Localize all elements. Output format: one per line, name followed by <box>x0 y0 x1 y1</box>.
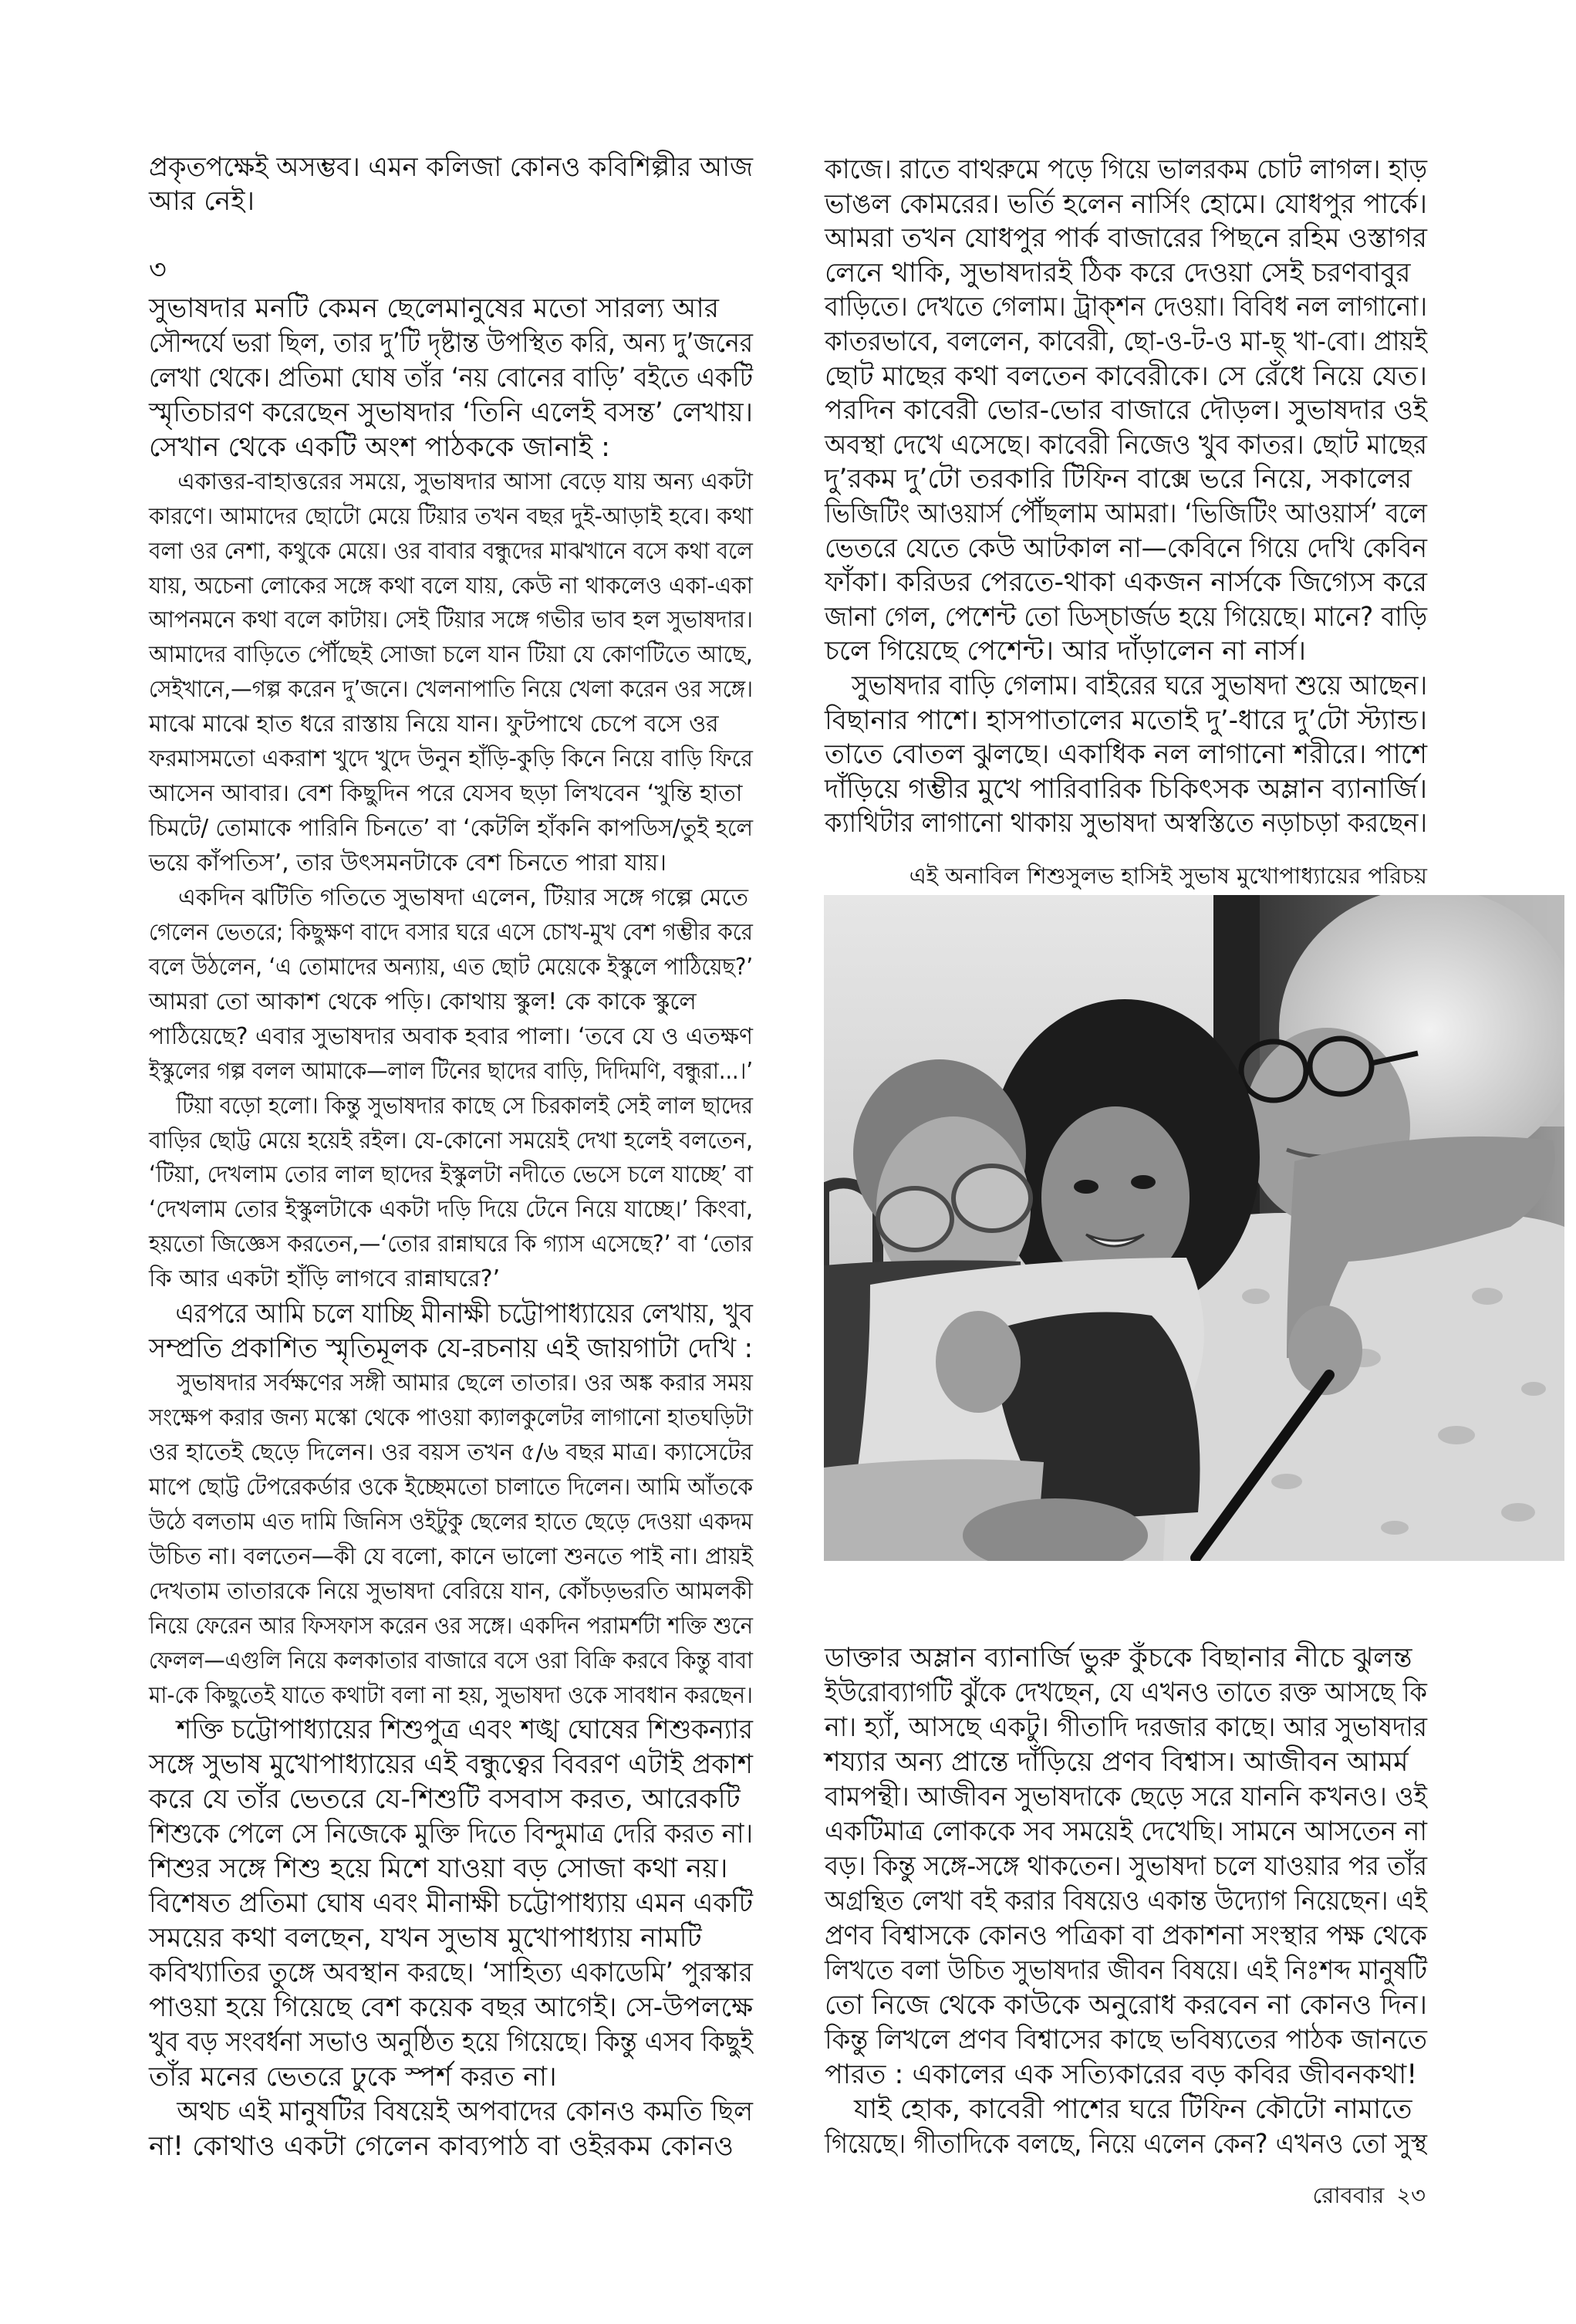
body-line: প্রকৃতপক্ষেই অসম্ভব। এমন কলিজা কোনও কবিশিল্পীর আজ <box>149 152 754 183</box>
quote-line: আমরা তো আকাশ থেকে পড়ি। কোথায় স্কুল! কে কাকে স্কুলে <box>149 988 697 1015</box>
quote-line: হয়তো জিজ্ঞেস করতেন,—‘তোর রান্নাঘরে কি গ্যাস এসেছে?’ বা ‘তোর <box>149 1231 753 1258</box>
quote-line: টিয়া বড়ো হলো। কিন্তু সুভাষদার কাছে সে চিরকালই সেই লাল ছাদের <box>176 1092 754 1120</box>
quote-line: নিয়ে ফেরেন আর ফিসফাস করেন ওর সঙ্গে। একদিন পরামর্শটা শক্তি শুনে <box>149 1612 754 1640</box>
publication-name: রোববার <box>1312 2182 1385 2208</box>
body-line: বিছানার পাশে। হাসপাতালের মতোই দু’-ধারে দু’টো স্ট্যান্ড। <box>825 704 1427 736</box>
quote-paragraph <box>149 465 753 881</box>
young-woman-eye <box>1131 1175 1156 1189</box>
body-line: বিশেষত প্রতিমা ঘোষ এবং মীনাক্ষী চট্টোপাধ্যায় এমন একটি <box>149 1888 754 1920</box>
body-line: শক্তি চট্টোপাধ্যায়ের শিশুপুত্র এবং শঙ্খ ঘোষের শিশুকন্যার <box>176 1714 754 1746</box>
page-footer <box>825 2178 1426 2212</box>
quote-line: একাত্তর-বাহাত্তরের সময়ে, সুভাষদার আসা বেড়ে যায় অন্য একটা <box>177 468 753 495</box>
body-line: তাঁর মনের ভেতরে ঢুকে স্পর্শ করত না। <box>149 2061 557 2093</box>
quote-line: সংক্ষেপ করার জন্য মস্কো থেকে পাওয়া ক্যালকুলেটর লাগানো হাতঘড়িটা <box>149 1404 753 1431</box>
body-line: খুব বড় সংবর্ধনা সভাও অনুষ্ঠিত হয়ে গিয়েছে। কিন্তু এসব কিছুই <box>149 2026 754 2058</box>
body-line: কবিখ্যাতির তুঙ্গে অবস্থান করছে। ‘সাহিত্য একাডেমি’ পুরস্কার <box>149 1957 754 1988</box>
body-line: কিন্তু লিখলে প্রণব বিশ্বাসের কাছে ভবিষ্যতের পাঠক জানতে <box>825 2025 1427 2055</box>
quote-line: চিমটে/ তোমাকে পারিনি চিনতে’ বা ‘কেটলি হাঁকনি কাপডিস/তুই হলে <box>149 815 754 843</box>
quote-line: ফরমাসমতো একরাশ খুদে খুদে উনুন হাঁড়ি-কুড়ি কিনে নিয়ে বাড়ি ফিরে <box>149 745 753 773</box>
young-woman-hand-left <box>936 1311 1021 1413</box>
body-line: সম্প্রতি প্রকাশিত স্মৃতিমূলক যে-রচনায় এই জায়গাটা দেখি : <box>149 1333 753 1365</box>
body-line: তো নিজে থেকে কাউকে অনুরোধ করবেন না কোনও দিন। <box>825 1990 1427 2021</box>
body-line: গিয়েছে। গীতাদিকে বলছে, নিয়ে এলেন কেন? এখনও তো সুস্থ <box>825 2129 1427 2160</box>
quote-line: উচিত না। বলতেন—কী যে বলো, কানে ভালো শুনতে পাই না। প্রায়ই <box>149 1542 753 1570</box>
photo <box>824 895 1564 1561</box>
quote-line: গেলেন ভেতরে; কিছুক্ষণ বাদে বসার ঘরে এসে চোখ-মুখ বেশ গম্ভীর করে <box>149 918 753 946</box>
body-line: যাই হোক, কাবেরী পাশের ঘরে টিফিন কৌটো নামাতে <box>854 2094 1412 2125</box>
body-line: ইউরোব্যাগটি ঝুঁকে দেখছেন, যে এখনও তাতে রক্ত আসছে কি <box>825 1677 1428 1708</box>
body-line: এরপরে আমি চলে যাচ্ছি মীনাক্ষী চট্টোপাধ্যায়ের লেখায়, খুব <box>175 1299 754 1330</box>
body-line: আমরা তখন যোধপুর পার্ক বাজারের পিছনে রহিম ওস্তাগর <box>825 223 1428 255</box>
quote-line: কি আর একটা হাঁড়ি লাগবে রান্নাঘরে?’ <box>149 1265 501 1293</box>
body-line: ক্যাথিটার লাগানো থাকায় সুভাষদা অস্বস্তিতে নড়াচড়া করছেন। <box>825 808 1427 839</box>
quote-line: ভয়ে কাঁপতিস’, তার উৎসমনটাকে বেশ চিনতে পারা যায়। <box>149 850 667 877</box>
body-line: পাওয়া হয়ে গিয়েছে বেশ কয়েক বছর আগেই। সে-উপলক্ষে <box>149 1991 754 2023</box>
body-line: পরদিন কাবেরী ভোর-ভোর বাজারে দৌড়ল। সুভাষদার ওই <box>825 395 1427 427</box>
young-woman-eye <box>1074 1180 1098 1194</box>
quote-line: সুভাষদার সর্বক্ষণের সঙ্গী আমার ছেলে তাতার। ওর অঙ্ক করার সময় <box>177 1370 753 1397</box>
body-line: সৌন্দর্যে ভরা ছিল, তার দু’টি দৃষ্টান্ত উপস্থিত করি, অন্য দু’জনের <box>149 327 754 359</box>
section-number: ৩ <box>149 255 167 285</box>
quote-line: দেখতাম তাতারকে নিয়ে সুভাষদা বেরিয়ে যান, কোঁচড়ভরতি আমলকী <box>149 1577 753 1605</box>
quote-line: ওর হাতেই ছেড়ে দিলেন। ওর বয়স তখন ৫/৬ বছর মাত্র। ক্যাসেটের <box>149 1438 753 1466</box>
body-line: লেনে থাকি, সুভাষদারই ঠিক করে দেওয়া সেই চরণবাবুর <box>825 257 1411 289</box>
body-line: ছোট মাছের কথা বলতেন কাবেরীকে। সে রেঁধে নিয়ে যেত। <box>825 360 1427 392</box>
body-line: সুভাষদার বাড়ি গেলাম। বাইরের ঘরে সুভাষদা শুয়ে আছেন। <box>851 670 1428 701</box>
quote-line: একদিন ঝটিতি গতিতে সুভাষদা এলেন, টিয়ার সঙ্গে গল্পে মেতে <box>178 883 749 911</box>
body-line: প্রণব বিশ্বাসকে কোনও পত্রিকা বা প্রকাশনা সংস্থার পক্ষ থেকে <box>825 1920 1428 1951</box>
body-line: করে যে তাঁর ভেতরে যে-শিশুটি বসবাস করত, আরেকটি <box>149 1784 741 1816</box>
quote-paragraph <box>149 881 753 1089</box>
body-line: দাঁড়িয়ে গম্ভীর মুখে পারিবারিক চিকিৎসক অম্লান ব্যানার্জি। <box>825 773 1427 805</box>
visit-paragraph <box>825 669 1427 841</box>
quote-line: মাপে ছোট্ট টেপরেকর্ডার ওকে ইচ্ছেমতো চালাতে দিলেন। আমি আঁতকে <box>149 1473 754 1501</box>
right-column-bottom-text <box>825 1641 1427 2162</box>
body-line: অগ্রন্থিত লেখা বই করার বিষয়েও একান্ত উদ্যোগ নিয়েছেন। এই <box>825 1886 1428 1917</box>
quote-line: সেইখানে,—গল্প করেন দু’জনে। খেলনাপাতি নিয়ে খেলা করেন ওর সঙ্গে। <box>149 676 753 704</box>
photo-illustration <box>824 895 1564 1561</box>
body-line: শয্যার অন্য প্রান্তে দাঁড়িয়ে প্রণব বিশ্বাস। আজীবন আমর্ম <box>825 1747 1409 1778</box>
quote-line: আসেন আবার। বেশ কিছুদিন পরে যেসব ছড়া লিখবেন ‘খুন্তি হাতা <box>149 780 743 808</box>
body-line: সেখান থেকে একটি অংশ পাঠককে জানাই : <box>149 431 610 463</box>
quote-paragraph <box>149 1089 753 1298</box>
quote-line: আপনমনে কথা বলে কাটায়। সেই টিয়ার সঙ্গে গভীর ভাব হল সুভাষদার। <box>149 606 753 634</box>
quote-line: আমাদের বাড়িতে পৌঁছেই সোজা চলে যান টিয়া যে কোণটিতে আছে, <box>149 641 753 669</box>
quote-line: মাঝে মাঝে হাত ধরে রাস্তায় নিয়ে যান। ফুটপাথে চেপে বসে ওর <box>149 711 719 738</box>
body-line: ভাঙল কোমরের। ভর্তি হলেন নার্সিং হোমে। যোধপুর পার্কে। <box>825 188 1427 220</box>
quote-line: মা-কে কিছুতেই যাতে কথাটা বলা না হয়, সুভাষদা ওকে সাবধান করছেন। <box>149 1681 753 1709</box>
left-column <box>149 0 753 2324</box>
body-line: বড়। কিন্তু সঙ্গে-সঙ্গে থাকতেন। সুভাষদা চলে যাওয়ার পর তাঁর <box>825 1851 1427 1882</box>
photo-caption: এই অনাবিল শিশুসুলভ হাসিই সুভাষ মুখোপাধ্যায়ের পরিচয় <box>909 863 1427 889</box>
quote-line: বলা ওর নেশা, কথুকে মেয়ে। ওর বাবার বন্ধুদের মাঝখানে বসে কথা বলে <box>149 537 753 565</box>
body-line: না। হ্যাঁ, আসছে একটু। গীতাদি দরজার কাছে। আর সুভাষদার <box>825 1712 1428 1743</box>
body-line: একটিমাত্র লোককে সব সময়েই দেখেছি। সামনে আসতেন না <box>825 1816 1428 1847</box>
transition-paragraph <box>149 1297 753 1366</box>
body-line: বামপন্থী। আজীবন সুভাষদাকে ছেড়ে সরে যাননি কখনও। ওই <box>825 1782 1428 1812</box>
body-line: লেখা থেকে। প্রতিমা ঘোষ তাঁর ‘নয় বোনের বাড়ি’ বইতে একটি <box>149 362 754 394</box>
continuation-paragraph <box>825 153 1427 669</box>
body-line: তাতে বোতল ঝুলছে। একাধিক নল লাগানো শরীরে। পাশে <box>825 739 1427 771</box>
quote-line: ‘টিয়া, দেখলাম তোর লাল ছাদের ইস্কুলটা নদীতে ভেসে চলে যাচ্ছে’ বা <box>149 1161 754 1189</box>
body-line: ভিজিটিং আওয়ার্স পৌঁছলাম আমরা। ‘ভিজিটিং আওয়ার্স’ বলে <box>825 498 1427 529</box>
body-line: ফাঁকা। করিডর পেরতে-থাকা একজন নার্সকে জিগ্যেস করে <box>825 567 1428 599</box>
body-line: স্মৃতিচারণ করেছেন সুভাষদার ‘তিনি এলেই বসন্ত’ লেখায়। <box>149 397 754 428</box>
body-line: অথচ এই মানুষটির বিষয়েই অপবাদের কোনও কমতি ছিল <box>177 2096 753 2127</box>
commentary-paragraph <box>149 1713 753 2094</box>
body-line: বাড়িতে। দেখতে গেলাম। ট্রাক্‌শন দেওয়া। বিবিধ নল লাগানো। <box>825 292 1428 323</box>
quote-meenakshi-chattopadhyay <box>149 1366 753 1713</box>
body-line: সঙ্গে সুভাষ মুখোপাধ্যায়ের এই বন্ধুত্বের বিবরণ এটাই প্রকাশ <box>149 1749 754 1781</box>
body-line: শিশুকে পেলে সে নিজেকে মুক্তি দিতে বিন্দুমাত্র দেরি করত না। <box>149 1819 753 1850</box>
body-line: আর নেই। <box>149 186 255 217</box>
page-number: ২৩ <box>1396 2182 1426 2208</box>
body-line: চলে গিয়েছে পেশেন্ট। আর দাঁড়ালেন না নার্স। <box>825 636 1306 667</box>
closing-paragraph <box>149 2095 753 2164</box>
section-intro-paragraph <box>149 292 753 465</box>
quote-line: উঠে বলতাম এত দামি জিনিস ওইটুকু ছেলের হাতে ছেড়ে দেওয়া একদম <box>149 1508 754 1535</box>
quote-line: ইস্কুলের গল্প বলল আমাকে—লাল টিনের ছাদের বাড়ি, দিদিমণি, বন্ধুরা...।’ <box>149 1057 753 1085</box>
quote-line: ফেলল—এগুলি নিয়ে কলকাতার বাজারে বসে ওরা বিক্রি করবে কিন্তু বাবা <box>149 1647 753 1674</box>
body-line: ডাক্তার অম্লান ব্যানার্জি ভুরু কুঁচকে বিছানার নীচে ঝুলন্ত <box>825 1643 1412 1674</box>
body-line: না! কোথাও একটা গেলেন কাব্যপাঠ বা ওইরকম কোনও <box>149 2130 734 2162</box>
quote-line: কারণে। আমাদের ছোটো মেয়ে টিয়ার তখন বছর দুই-আড়াই হবে। কথা <box>149 502 754 530</box>
body-line: কাতরভাবে, বললেন, কাবেরী, ছো-ও-ট-ও মা-ছ্ খা-বো। প্রায়ই <box>825 326 1428 357</box>
body-line: ভেতরে যেতে কেউ আটকাল না—কেবিনে গিয়ে দেখি কেবিন <box>825 532 1428 564</box>
quote-paragraph <box>149 1366 753 1713</box>
body-line: কাজে। রাতে বাথরুমে পড়ে গিয়ে ভালরকম চোট লাগল। হাড় <box>825 154 1428 185</box>
body-line: অবস্থা দেখে এসেছে। কাবেরী নিজেও খুব কাতর। ছোট মাছের <box>825 429 1427 461</box>
body-line: সুভাষদার মনটি কেমন ছেলেমানুষের মতো সারল্য আর <box>149 293 719 324</box>
opening-paragraph <box>149 150 753 218</box>
quote-pratima-ghosh <box>149 465 753 1298</box>
body-line: পারত : একালের এক সত্যিকারের বড় কবির জীবনকথা! <box>825 2059 1418 2090</box>
quote-line: পাঠিয়েছে? এবার সুভাষদার অবাক হবার পালা। ‘তবে যে ও এতক্ষণ <box>149 1022 753 1050</box>
quote-line: যায়, অচেনা লোকের সঙ্গে কথা বলে যায়, কেউ না থাকলেও একা-একা <box>149 572 754 600</box>
quote-line: বাড়ির ছোট্ট মেয়ে হয়েই রইল। যে-কোনো সময়েই দেখা হলেই বলতেন, <box>149 1127 754 1154</box>
after-photo-paragraph <box>825 1641 1427 2093</box>
right-column-top-text <box>825 153 1427 841</box>
body-line: দু’রকম দু’টো তরকারি টিফিন বাক্সে ভরে নিয়ে, সকালের <box>825 464 1412 495</box>
body-line: লিখতে বলা উচিত সুভাষদার জীবন বিষয়ে। এই নিঃশব্দ মানুষটি <box>825 1955 1427 1986</box>
body-line: সময়ের কথা বলছেন, যখন সুভাষ মুখোপাধ্যায় নামটি <box>149 1923 702 1954</box>
body-line: শিশুর সঙ্গে শিশু হয়ে মিশে যাওয়া বড় সোজা কথা নয়। <box>149 1853 728 1885</box>
final-paragraph <box>825 2093 1427 2162</box>
body-line: জানা গেল, পেশেন্ট তো ডিস্‌চার্জড হয়ে গিয়েছে। মানে? বাড়ি <box>825 601 1427 633</box>
left-column-body <box>149 292 753 2164</box>
quote-line: ‘দেখলাম তোর ইস্কুলটাকে একটা দড়ি দিয়ে টেনে নিয়ে যাচ্ছে।’ কিংবা, <box>149 1196 754 1224</box>
quote-line: বলে উঠলেন, ‘এ তোমাদের অন্যায়, এত ছোট মেয়েকে ইস্কুলে পাঠিয়েছ?’ <box>149 953 753 981</box>
